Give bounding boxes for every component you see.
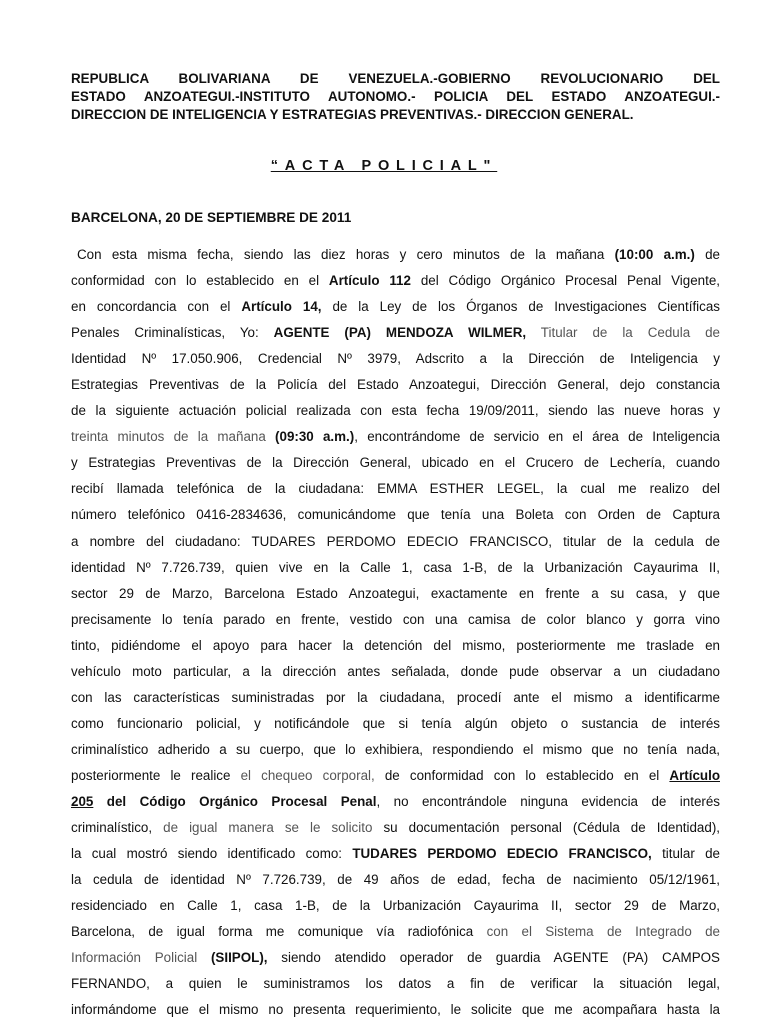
body-line-10: recibí llamada telefónica de la ciudadana: EMMA ESTHER LEGEL, la cual me realizo del	[71, 481, 720, 497]
body-line-28-text-c: siendo atendido operador de guardia AGENTE (PA) CAMPOS	[267, 950, 720, 966]
body-line-12: a nombre del ciudadano: TUDARES PERDOMO EDECIO FRANCISCO, titular de la cedula de	[71, 533, 720, 549]
body-line-1-text-a: Con esta misma fecha, siendo las diez horas y cero minutos de la mañana	[77, 247, 615, 262]
body-line-22-text-c: , no encontrándole ninguna evidencia de interés	[376, 793, 720, 809]
body-line-22	[71, 789, 720, 815]
body-line-4-bold: AGENTE (PA) MENDOZA WILMER,	[273, 325, 527, 341]
document-title: “ACTA POLICIAL"	[270, 158, 498, 174]
body-line-3-text-a: en concordancia con el	[71, 299, 242, 315]
document-body	[71, 242, 720, 1023]
body-line-18: con las características suministradas por la ciudadana, procedí ante el mismo a identificarme	[71, 689, 720, 705]
body-line-21-text-a: posteriormente le realice	[71, 767, 241, 783]
body-line-19: como funcionario policial, y notificándole que si tenía algún objeto o sustancia de interés	[71, 715, 720, 731]
body-line-2-text-c: del Código Orgánico Procesal Penal Vigente,	[410, 273, 720, 289]
body-line-1-bold: (10:00 a.m.)	[614, 247, 695, 262]
body-line-4	[71, 320, 720, 346]
body-line-17: vehículo moto particular, a la dirección antes señalada, donde pude observar a un ciudadano	[71, 663, 720, 679]
body-line-22-underlined: 205	[71, 793, 94, 809]
body-line-2-text-a: conformidad con lo establecido en el	[71, 273, 329, 289]
body-line-26: residenciado en Calle 1, casa 1-B, de la Urbanización Cayaurima II, sector 29 de Marzo,	[71, 898, 720, 914]
body-line-1	[71, 242, 720, 268]
header-line-3: DIRECCION DE INTELIGENCIA Y ESTRATEGIAS PREVENTIVAS.- DIRECCION GENERAL.	[71, 107, 634, 122]
body-line-24-text-c: titular de	[651, 846, 720, 862]
body-line-6: Estrategias Preventivas de la Policía del Estado Anzoategui, Dirección General, dejo constancia	[71, 377, 720, 393]
body-line-25: la cedula de identidad Nº 7.726.739, de 49 años de edad, fecha de nacimiento 05/12/1961,	[71, 872, 720, 888]
body-line-23-text-c: su documentación personal (Cédula de Identidad),	[372, 820, 720, 836]
body-line-7: de la siguiente actuación policial realizada con esta fecha 19/09/2011, siendo las nueve horas y	[71, 403, 720, 419]
body-line-28-bold: (SIIPOL),	[210, 950, 268, 966]
body-line-21	[71, 763, 720, 789]
body-line-5: Identidad Nº 17.050.906, Credencial Nº 3979, Adscrito a la Dirección de Inteligencia y	[71, 351, 720, 367]
body-line-30-text-c: , le solicite que me acompañara hasta la	[437, 1002, 720, 1018]
body-line-30	[71, 997, 720, 1023]
body-line-21-grey: el chequeo corporal,	[240, 767, 375, 783]
body-line-8-bold: (09:30 a.m.)	[275, 429, 355, 445]
body-line-21-text-c: de conformidad con lo establecido en el	[374, 767, 670, 783]
body-line-4-text-c: Titular de la Cedula de	[526, 325, 720, 341]
body-line-24-bold: TUDARES PERDOMO EDECIO FRANCISCO,	[352, 846, 652, 862]
body-line-20: criminalístico adherido a su cuerpo, que lo exhibiera, respondiendo el mismo que no tenía nada,	[71, 741, 720, 757]
body-line-8	[71, 424, 720, 450]
body-line-27-text-a: Barcelona, de igual forma me comunique vía radiofónica	[71, 924, 487, 940]
body-line-30-text-b: que el mismo no presenta requerimiento	[166, 1002, 438, 1018]
header-line-1: REPUBLICA BOLIVARIANA DE VENEZUELA.-GOBIERNO REVOLUCIONARIO DEL	[71, 71, 720, 86]
body-line-3-text-c: de la Ley de los Órganos de Investigaciones Científicas	[321, 299, 720, 315]
body-line-28-text-a: Información Policial	[71, 950, 211, 966]
body-line-4-text-a: Penales Criminalísticas, Yo:	[71, 325, 274, 341]
body-line-16: tinto, pidiéndome el apoyo para hacer la detención del mismo, posteriormente me traslade en	[71, 637, 720, 653]
body-line-2-bold: Artículo 112	[328, 273, 411, 289]
body-line-8-text-a: treinta minutos de la mañana	[71, 429, 276, 445]
body-line-8-text-c: , encontrándome de servicio en el área de Inteligencia	[354, 429, 720, 445]
body-line-9: y Estrategias Preventivas de la Dirección General, ubicado en el Crucero de Lechería, cuando	[71, 455, 720, 471]
body-line-22-bold: del Código Orgánico Procesal Penal	[93, 793, 377, 809]
body-line-13: identidad Nº 7.726.739, quien vive en la Calle 1, casa 1-B, de la Urbanización Cayaurima II,	[71, 559, 720, 575]
body-line-3	[71, 294, 720, 320]
body-line-24-text-a: la cual mostró siendo identificado como:	[71, 846, 353, 862]
body-line-23-grey: de igual manera se le solicito	[163, 820, 373, 836]
body-line-3-bold: Artículo 14,	[241, 299, 322, 315]
body-line-23-text-a: criminalístico,	[71, 820, 164, 836]
body-line-14: sector 29 de Marzo, Barcelona Estado Anzoategui, exactamente en frente a su casa, y que	[71, 585, 720, 601]
body-line-27-grey: con el Sistema de Integrado de	[486, 924, 720, 940]
body-line-23	[71, 815, 720, 841]
body-line-15: precisamente lo tenía parado en frente, vestido con una camisa de color blanco y gorra vino	[71, 611, 720, 627]
body-line-28	[71, 945, 720, 971]
body-line-27	[71, 919, 720, 945]
body-line-11: número telefónico 0416-2834636, comunicándome que tenía una Boleta con Orden de Captura	[71, 507, 720, 523]
document-header	[71, 70, 720, 124]
body-line-21-underlined: Artículo	[669, 767, 720, 783]
body-line-2	[71, 268, 720, 294]
body-line-1-text-c: de	[694, 247, 720, 262]
body-line-24	[71, 841, 720, 867]
body-line-30-text-a: informándome	[71, 1002, 167, 1018]
document-dateline: BARCELONA, 20 DE SEPTIEMBRE DE 2011	[71, 210, 352, 225]
body-line-29: FERNANDO, a quien le suministramos los datos a fin de verificar la situación legal,	[71, 976, 720, 992]
header-line-2: ESTADO ANZOATEGUI.-INSTITUTO AUTONOMO.- POLICIA DEL ESTADO ANZOATEGUI.-	[71, 89, 720, 104]
